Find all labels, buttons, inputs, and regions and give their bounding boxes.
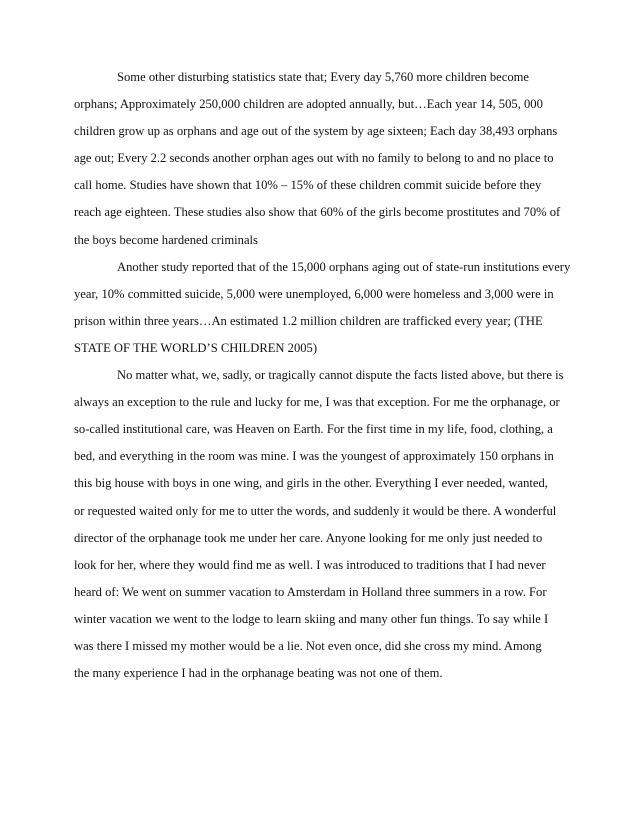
text-line: so-called institutional care, was Heaven on Earth. For the first time in my life, food, clothing, a: [74, 422, 553, 437]
text-line: was there I missed my mother would be a lie. Not even once, did she cross my mind. Among: [74, 638, 542, 653]
text-line: the many experience I had in the orphanage beating was not one of them.: [74, 666, 443, 681]
text-line: reach age eighteen. These studies also show that 60% of the girls become prostitutes and 70% of: [74, 205, 561, 220]
text-line: winter vacation we went to the lodge to learn skiing and many other fun things. To say while I: [74, 611, 549, 626]
text-line: always an exception to the rule and lucky for me, I was that exception. For me the orphanage, or: [74, 395, 560, 410]
document-body: [74, 64, 574, 687]
text-line: age out; Every 2.2 seconds another orphan ages out with no family to belong to and no place to: [74, 151, 554, 166]
text-line: or requested waited only for me to utter the words, and suddenly it would be there. A wonderful: [74, 503, 557, 518]
text-line: call home. Studies have shown that 10% – 15% of these children commit suicide before they: [74, 178, 542, 193]
text-line: heard of: We went on summer vacation to Amsterdam in Holland three summers in a row. For: [74, 584, 547, 599]
text-line: orphans; Approximately 250,000 children are adopted annually, but…Each year 14, 505, 000: [74, 97, 543, 112]
text-line: Another study reported that of the 15,000 orphans aging out of state-run institutions every: [117, 259, 571, 274]
text-line: STATE OF THE WORLD’S CHILDREN 2005): [74, 340, 318, 355]
text-line: year, 10% committed suicide, 5,000 were unemployed, 6,000 were homeless and 3,000 were in: [74, 286, 554, 301]
text-line: children grow up as orphans and age out of the system by age sixteen; Each day 38,493 orphans: [74, 124, 558, 139]
text-line: prison within three years…An estimated 1.2 million children are trafficked every year; (THE: [74, 313, 543, 328]
text-line: No matter what, we, sadly, or tragically cannot dispute the facts listed above, but there is: [117, 368, 564, 383]
text-line: this big house with boys in one wing, and girls in the other. Everything I ever needed, wanted,: [74, 476, 548, 491]
text-line: bed, and everything in the room was mine. I was the youngest of approximately 150 orphans in: [74, 449, 554, 464]
text-line: the boys become hardened criminals: [74, 232, 258, 247]
text-line: director of the orphanage took me under her care. Anyone looking for me only just needed to: [74, 530, 543, 545]
text-line: Some other disturbing statistics state that; Every day 5,760 more children become: [117, 70, 529, 84]
text-line: look for her, where they would find me as well. I was introduced to traditions that I had never: [74, 557, 546, 572]
